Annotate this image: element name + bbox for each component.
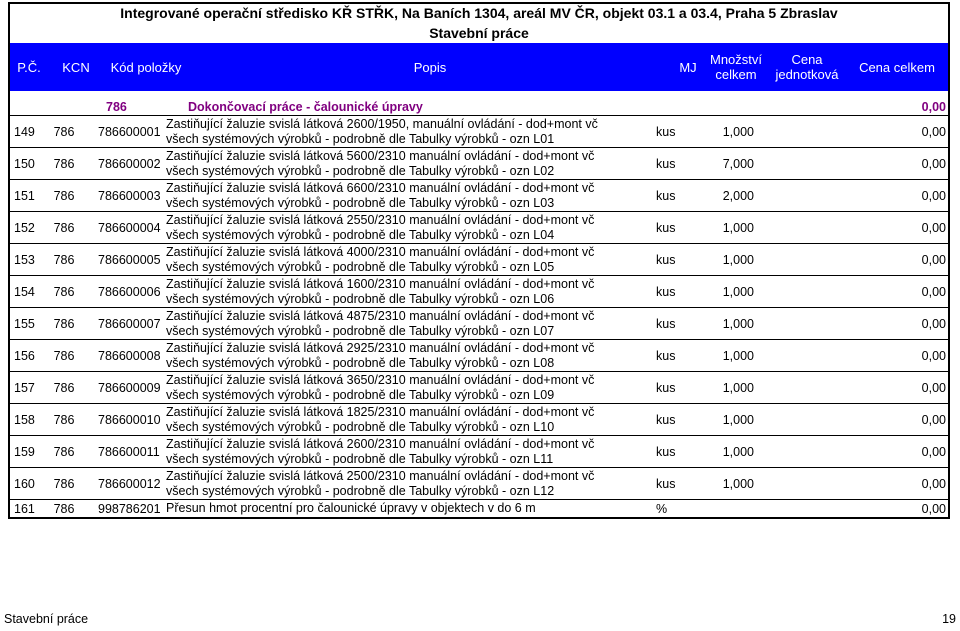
table-row: [8, 468, 950, 500]
column-header-row: [8, 43, 950, 91]
col-header-pc: P.Č.: [17, 59, 41, 75]
cell-mnozstvi: 1,000: [722, 476, 754, 491]
cell-kod: 786600005: [98, 252, 161, 267]
description-line2: všech systémových výrobků - podrobně dle Tabulky výrobků - ozn L12: [166, 484, 555, 498]
cell-celkem: 0,00: [921, 501, 946, 516]
description-line2: všech systémových výrobků - podrobně dle Tabulky výrobků - ozn L04: [166, 228, 555, 242]
cell-mnozstvi: 7,000: [722, 156, 754, 171]
description-line1: Zastiňující žaluzie svislá látková 2500/2310 manuální ovládání - dod+mont vč: [166, 469, 595, 483]
cell-pc: 157: [14, 380, 35, 395]
cell-kcn: 786: [53, 316, 75, 331]
cell-kcn: 786: [53, 284, 75, 299]
table-row: [8, 116, 950, 148]
table-row: [8, 148, 950, 180]
col-header-mj: MJ: [679, 59, 697, 75]
cell-cena: [754, 436, 832, 467]
cell-pc: 158: [14, 412, 35, 427]
cell-mnozstvi: 1,000: [722, 316, 754, 331]
cell-celkem: 0,00: [921, 412, 946, 427]
cell-kcn: 786: [53, 501, 75, 516]
description-line1: Zastiňující žaluzie svislá látková 5600/2310 manuální ovládání - dod+mont vč: [166, 149, 595, 163]
cell-kod: 786600003: [98, 188, 161, 203]
cell-cena: [754, 244, 832, 275]
section-code: 786: [106, 100, 127, 114]
cell-popis: [166, 340, 652, 371]
cell-kcn: 786: [53, 380, 75, 395]
cell-mnozstvi: 1,000: [722, 220, 754, 235]
cell-kod: 786600011: [98, 444, 160, 459]
cell-cena: [754, 468, 832, 499]
description-line2: všech systémových výrobků - podrobně dle Tabulky výrobků - ozn L02: [166, 164, 555, 178]
cell-pc: 150: [14, 156, 35, 171]
cell-mnozstvi: 1,000: [722, 412, 754, 427]
description-line1: Zastiňující žaluzie svislá látková 4875/2310 manuální ovládání - dod+mont vč: [166, 309, 595, 323]
cell-kod: 786600007: [98, 316, 161, 331]
cell-pc: 152: [14, 220, 35, 235]
col-header-mnozstvi: Množství celkem: [709, 52, 762, 82]
cell-mj: kus: [656, 124, 676, 139]
cell-popis: [166, 308, 652, 339]
cell-mj: kus: [656, 316, 676, 331]
description-line2: všech systémových výrobků - podrobně dle Tabulky výrobků - ozn L01: [166, 132, 555, 146]
cell-kcn: 786: [53, 156, 75, 171]
cell-kod: 786600008: [98, 348, 161, 363]
cell-mj: kus: [656, 252, 676, 267]
cell-celkem: 0,00: [921, 220, 946, 235]
cell-mj: kus: [656, 348, 676, 363]
section-title: Dokončovací práce - čalounické úpravy: [188, 100, 423, 114]
cell-popis: [166, 116, 652, 147]
description-line1: Zastiňující žaluzie svislá látková 3650/2310 manuální ovládání - dod+mont vč: [166, 373, 595, 387]
table-row: [8, 500, 950, 519]
cell-kod: 786600012: [98, 476, 161, 491]
page-number: 19: [942, 612, 956, 626]
cell-popis: [166, 372, 652, 403]
col-header-kod: Kód položky: [110, 59, 182, 75]
cell-kod: 786600004: [98, 220, 161, 235]
table-row: [8, 340, 950, 372]
cell-pc: 156: [14, 348, 35, 363]
description-line2: všech systémových výrobků - podrobně dle Tabulky výrobků - ozn L07: [166, 324, 555, 338]
cell-mnozstvi: 2,000: [722, 188, 754, 203]
cell-kod: 998786201: [98, 501, 161, 516]
cell-cena: [754, 340, 832, 371]
cell-pc: 149: [14, 124, 35, 139]
description-line1: Zastiňující žaluzie svislá látková 2600/1950, manuální ovládání - dod+mont vč: [166, 117, 598, 131]
cell-kcn: 786: [53, 188, 75, 203]
cell-celkem: 0,00: [921, 348, 946, 363]
cell-mnozstvi: 1,000: [722, 284, 754, 299]
description-line1: Zastiňující žaluzie svislá látková 2925/2310 manuální ovládání - dod+mont vč: [166, 341, 595, 355]
footer-label: Stavební práce: [4, 612, 89, 626]
cell-celkem: 0,00: [921, 444, 946, 459]
cell-kod: 786600010: [98, 412, 161, 427]
cell-popis: [166, 468, 652, 499]
description-line1: Zastiňující žaluzie svislá látková 2550/2310 manuální ovládání - dod+mont vč: [166, 213, 595, 227]
cell-cena: [754, 276, 832, 307]
sheet-subtitle: Stavební práce: [8, 23, 950, 43]
cell-mj: %: [656, 501, 668, 516]
section-total: 0,00: [921, 100, 946, 114]
cell-popis: [166, 404, 652, 435]
description-line2: všech systémových výrobků - podrobně dle Tabulky výrobků - ozn L06: [166, 292, 555, 306]
cell-kcn: 786: [53, 124, 75, 139]
cell-pc: 161: [14, 501, 35, 516]
table-row: [8, 404, 950, 436]
cell-celkem: 0,00: [921, 316, 946, 331]
table-row: [8, 244, 950, 276]
cell-celkem: 0,00: [921, 188, 946, 203]
cell-pc: 151: [14, 188, 35, 203]
cell-popis: [166, 180, 652, 211]
header-spacer: [8, 91, 950, 99]
cell-mj: kus: [656, 412, 676, 427]
description-line2: všech systémových výrobků - podrobně dle Tabulky výrobků - ozn L03: [166, 196, 555, 210]
description-line1: Zastiňující žaluzie svislá látková 2600/2310 manuální ovládání - dod+mont vč: [166, 437, 595, 451]
budget-sheet: [8, 2, 950, 519]
cell-kcn: 786: [53, 220, 75, 235]
cell-mnozstvi: 1,000: [722, 124, 754, 139]
cell-popis: [166, 148, 652, 179]
col-header-kcn: KCN: [62, 59, 90, 75]
cell-celkem: 0,00: [921, 284, 946, 299]
cell-celkem: 0,00: [921, 380, 946, 395]
cell-cena: [754, 148, 832, 179]
cell-popis: [166, 436, 652, 467]
cell-kcn: 786: [53, 476, 75, 491]
cell-kod: 786600009: [98, 380, 161, 395]
table-row: [8, 372, 950, 404]
section-pc-blank: [10, 99, 104, 115]
cell-cena: [754, 372, 832, 403]
cell-kcn: 786: [53, 444, 75, 459]
col-header-celkem: Cena celkem: [859, 59, 935, 75]
description-line2: všech systémových výrobků - podrobně dle Tabulky výrobků - ozn L11: [166, 452, 554, 466]
cell-popis: [166, 212, 652, 243]
cell-celkem: 0,00: [921, 156, 946, 171]
cell-kcn: 786: [53, 252, 75, 267]
cell-mnozstvi: 1,000: [722, 252, 754, 267]
cell-mnozstvi: 1,000: [722, 380, 754, 395]
section-row: [8, 99, 950, 116]
cell-popis: Přesun hmot procentní pro čalounické úpravy v objektech v do 6 m: [166, 501, 536, 515]
cell-mnozstvi: 1,000: [722, 444, 754, 459]
cell-mj: kus: [656, 220, 676, 235]
cell-mj: kus: [656, 380, 676, 395]
project-title: Integrované operační středisko KŘ STŘK, Na Baních 1304, areál MV ČR, objekt 03.1 a 03.4, Praha 5 Zbraslav: [8, 2, 950, 23]
description-line2: všech systémových výrobků - podrobně dle Tabulky výrobků - ozn L05: [166, 260, 555, 274]
table-row: [8, 276, 950, 308]
description-line1: Zastiňující žaluzie svislá látková 1825/2310 manuální ovládání - dod+mont vč: [166, 405, 595, 419]
table-row: [8, 308, 950, 340]
cell-mj: kus: [656, 156, 676, 171]
col-header-popis: Popis: [413, 59, 447, 75]
cell-pc: 155: [14, 316, 35, 331]
cell-mnozstvi: 1,000: [722, 348, 754, 363]
description-line1: Zastiňující žaluzie svislá látková 4000/2310 manuální ovládání - dod+mont vč: [166, 245, 595, 259]
cell-pc: 153: [14, 252, 35, 267]
cell-pc: 154: [14, 284, 35, 299]
cell-cena: [754, 500, 832, 517]
cell-mj: kus: [656, 476, 676, 491]
cell-popis: [166, 244, 652, 275]
cell-celkem: 0,00: [921, 124, 946, 139]
table-row: [8, 436, 950, 468]
cell-celkem: 0,00: [921, 476, 946, 491]
cell-cena: [754, 212, 832, 243]
description-line1: Zastiňující žaluzie svislá látková 1600/2310 manuální ovládání - dod+mont vč: [166, 277, 595, 291]
cell-kod: 786600006: [98, 284, 161, 299]
item-rows: [8, 116, 950, 500]
cell-celkem: 0,00: [921, 252, 946, 267]
cell-mj: kus: [656, 188, 676, 203]
table-row: [8, 212, 950, 244]
cell-popis: [166, 276, 652, 307]
cell-cena: [754, 404, 832, 435]
cell-cena: [754, 180, 832, 211]
cell-mj: kus: [656, 284, 676, 299]
description-line1: Zastiňující žaluzie svislá látková 6600/2310 manuální ovládání - dod+mont vč: [166, 181, 595, 195]
cell-kod: 786600002: [98, 156, 161, 171]
description-line2: všech systémových výrobků - podrobně dle Tabulky výrobků - ozn L09: [166, 388, 555, 402]
cell-pc: 159: [14, 444, 35, 459]
cell-kod: 786600001: [98, 124, 161, 139]
description-line2: všech systémových výrobků - podrobně dle Tabulky výrobků - ozn L10: [166, 420, 555, 434]
table-row: [8, 180, 950, 212]
cell-cena: [754, 116, 832, 147]
description-line2: všech systémových výrobků - podrobně dle Tabulky výrobků - ozn L08: [166, 356, 555, 370]
cell-pc: 160: [14, 476, 35, 491]
cell-mj: kus: [656, 444, 676, 459]
cell-kcn: 786: [53, 412, 75, 427]
col-header-cena: Cena jednotková: [775, 52, 839, 82]
cell-kcn: 786: [53, 348, 75, 363]
cell-cena: [754, 308, 832, 339]
